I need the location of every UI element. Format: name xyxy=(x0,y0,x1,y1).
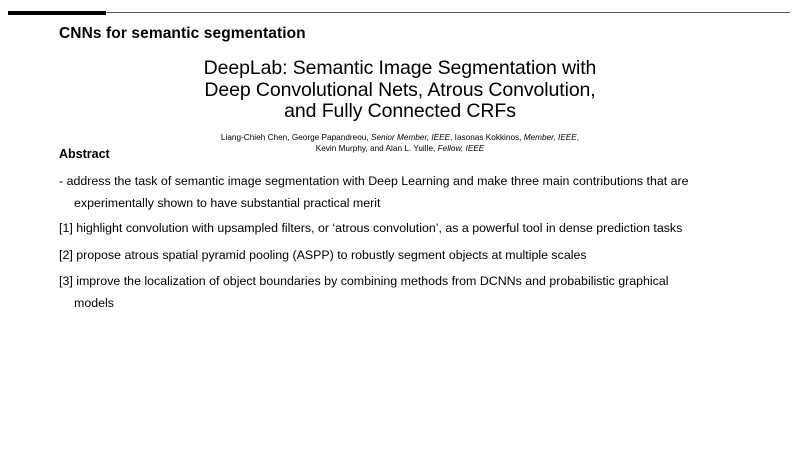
accent-bar xyxy=(8,11,106,15)
author-line-1 xyxy=(100,132,700,144)
author-line-2-seg-1: Kevin Murphy, and Alan L. Yuille, xyxy=(315,144,438,153)
author-line-1-role-1: Senior Member, IEEE xyxy=(370,132,451,142)
author-line-1-seg-1: Liang-Chieh Chen, George Papandreou, xyxy=(220,132,371,142)
author-line-1-seg-5: , xyxy=(576,132,580,142)
abstract-item-summary-line-2: experimentally shown to have substantial practical merit xyxy=(74,196,381,210)
abstract-item-contribution-1-line-1: [1] highlight convolution with upsampled filters, or ‘atrous convolution’, as a powerful tool in dense prediction tasks xyxy=(59,221,683,235)
abstract-item-contribution-2-line-1: [2] propose atrous spatial pyramid pooling (ASPP) to robustly segment objects at multiple scales xyxy=(59,248,587,262)
abstract-item-contribution-3-line-1: [3] improve the localization of object boundaries by combining methods from DCNNs and probabilistic graphical xyxy=(59,274,669,288)
abstract-item-summary-line-1: - address the task of semantic image segmentation with Deep Learning and make three main contributions that are xyxy=(59,174,689,188)
header-rule xyxy=(0,0,800,22)
paper-authors xyxy=(100,132,700,155)
paper-title-line-2: Deep Convolutional Nets, Atrous Convolution, xyxy=(204,78,596,101)
abstract-item-contribution-3-line-2: models xyxy=(74,296,114,310)
abstract-heading: Abstract xyxy=(59,147,110,161)
header-divider-line xyxy=(106,12,790,13)
abstract-item-contribution-2 xyxy=(59,244,759,266)
paper-header-block xyxy=(100,58,700,155)
paper-title xyxy=(100,58,700,123)
paper-title-line-3: and Fully Connected CRFs xyxy=(284,100,516,122)
author-line-1-seg-3: , Iasonas Kokkinos, xyxy=(450,132,524,142)
author-line-2-role-1: Fellow, IEEE xyxy=(437,144,485,153)
abstract-item-contribution-3 xyxy=(59,270,759,314)
abstract-body xyxy=(59,170,759,318)
abstract-item-contribution-1 xyxy=(59,217,759,239)
author-line-1-role-2: Member, IEEE xyxy=(523,132,577,142)
abstract-item-summary xyxy=(59,170,759,214)
slide-title: CNNs for semantic segmentation xyxy=(59,25,306,42)
author-line-2 xyxy=(100,143,700,155)
paper-title-line-1: DeepLab: Semantic Image Segmentation with xyxy=(203,57,597,79)
